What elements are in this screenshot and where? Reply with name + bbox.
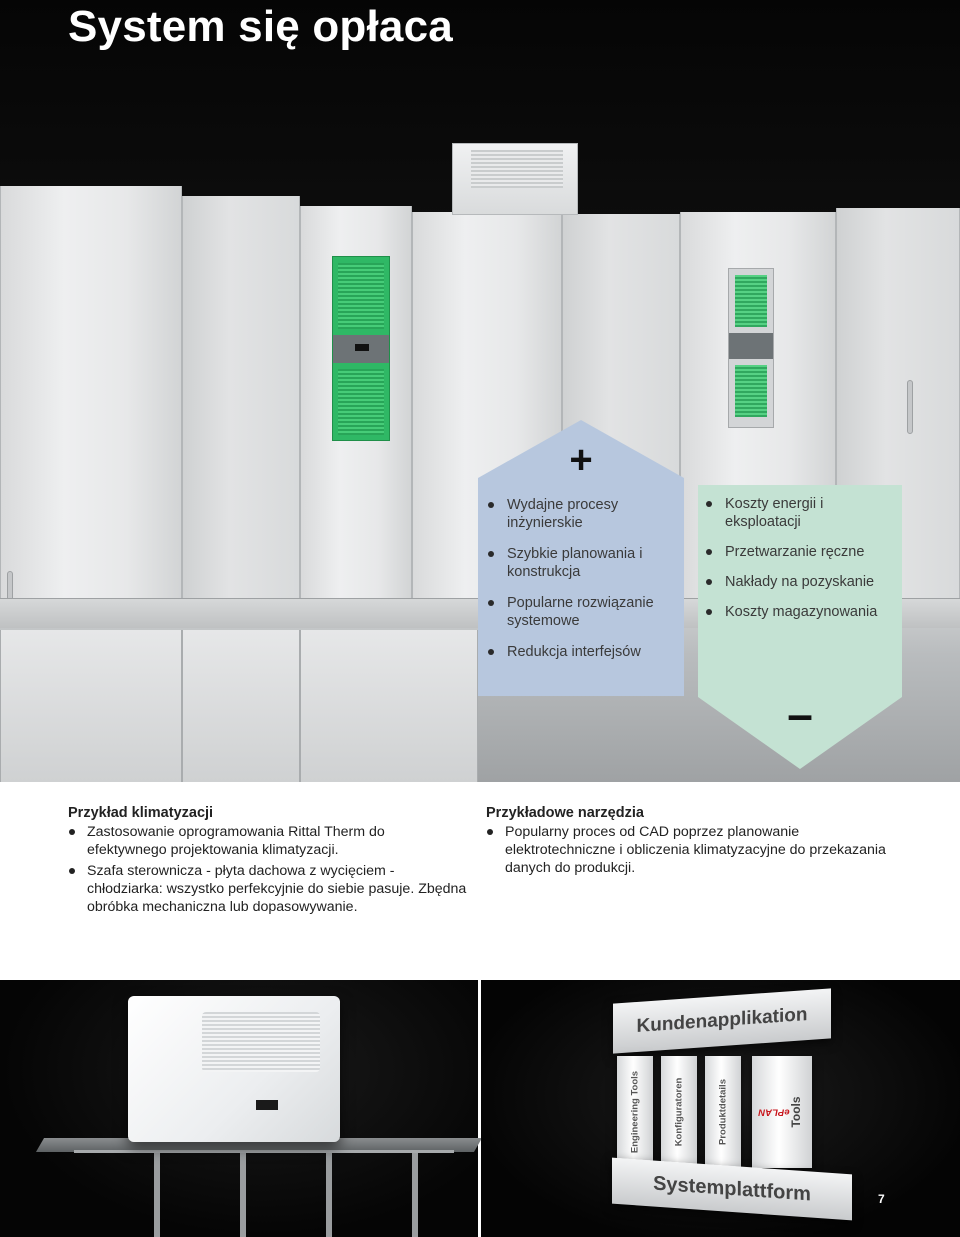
unit-control-panel xyxy=(333,335,389,363)
cabinet-handle xyxy=(907,380,913,434)
unit-display xyxy=(256,1100,278,1110)
list-item: Szafa sterownicza - płyta dachowa z wycięciem - chłodziarka: wszystko perfekcyjnie do siebie pasuje. Zbędna obróbka mechaniczna lub dopasowywanie. xyxy=(68,862,468,916)
cabinet xyxy=(0,186,182,600)
pillar-label: Produktdetails xyxy=(717,1079,729,1145)
lower-panel xyxy=(0,630,182,782)
unit-grille xyxy=(471,150,563,188)
rooftop-cooling-unit xyxy=(128,996,340,1142)
unit-vent xyxy=(338,263,384,329)
wall-cooling-unit xyxy=(728,268,774,428)
cabinet-frame xyxy=(74,1150,454,1237)
unit-display xyxy=(355,344,369,351)
list-item: Wydajne procesy inżynierskie xyxy=(488,496,684,532)
list-item: Popularny proces od CAD poprzez planowanie elektrotechniczne i obliczenia klimatyzacyjne do przekazania danych do produkcji. xyxy=(486,823,886,877)
list-item: Redukcja interfejsów xyxy=(488,643,684,661)
lower-panel xyxy=(300,630,478,782)
costs-list xyxy=(706,495,902,633)
pillar-label: Engineering Tools xyxy=(629,1070,641,1154)
customer-application-block: Kundenapplikation xyxy=(613,988,831,1053)
eplan-logo-text: ePLAN xyxy=(758,1106,790,1118)
unit-vent xyxy=(735,365,767,417)
page-title: System się opłaca xyxy=(68,2,453,51)
tool-pillar-product-details xyxy=(705,1056,741,1168)
costs-panel xyxy=(698,485,902,769)
benefits-panel xyxy=(478,420,684,696)
climate-example-section xyxy=(68,804,468,919)
unit-vent xyxy=(735,275,767,327)
climate-example-list xyxy=(68,823,468,916)
list-item: Zastosowanie oprogramowania Rittal Therm do efektywnego projektowania klimatyzacji. xyxy=(68,823,468,859)
tools-example-section xyxy=(486,804,886,880)
minus-sign: – xyxy=(787,688,813,740)
plus-sign: + xyxy=(569,438,593,482)
unit-vent xyxy=(338,369,384,435)
tool-pillar-eplan xyxy=(752,1056,812,1168)
section-heading: Przykład klimatyzacji xyxy=(68,805,214,821)
lower-panel xyxy=(182,630,300,782)
list-item: Nakłady na pozyskanie xyxy=(706,573,902,591)
tools-example-list xyxy=(486,823,886,877)
list-item: Popularne rozwiązanie systemowe xyxy=(488,594,684,630)
list-item: Koszty magazynowania xyxy=(706,603,902,621)
pillar-label: Konfiguratoren xyxy=(673,1077,685,1147)
rooftop-cooling-unit xyxy=(452,143,578,215)
tool-pillar-configurators xyxy=(661,1056,697,1168)
benefits-list xyxy=(488,496,684,674)
unit-control-panel xyxy=(729,333,773,359)
tool-pillar-engineering xyxy=(617,1056,653,1168)
page-number: 7 xyxy=(878,1192,885,1206)
list-item: Przetwarzanie ręczne xyxy=(706,543,902,561)
system-platform-block: Systemplattform xyxy=(612,1158,852,1221)
cabinet xyxy=(182,196,300,600)
list-item: Koszty energii i eksploatacji xyxy=(706,495,902,531)
list-item: Szybkie planowania i konstrukcja xyxy=(488,545,684,581)
eplan-tools-label: Tools xyxy=(789,1096,803,1128)
wall-cooling-unit xyxy=(332,256,390,441)
section-heading: Przykładowe narzędzia xyxy=(486,805,644,821)
unit-grille xyxy=(202,1012,320,1072)
